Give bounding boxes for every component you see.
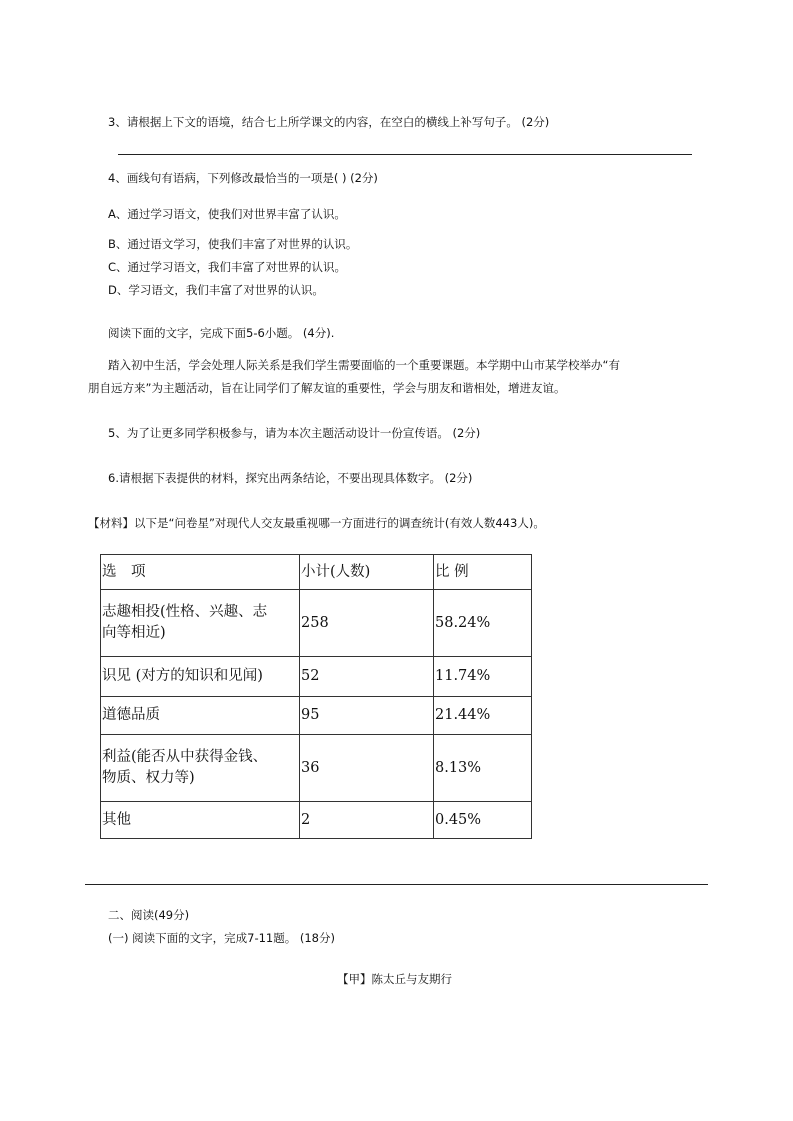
row-option: 利益(能否从中获得金钱、 物质、权力等) xyxy=(101,735,300,802)
option-c: C、通过学习语文，我们丰富了对世界的认识。 xyxy=(108,260,347,274)
header-count: 小计(人数) xyxy=(300,555,434,590)
material-caption: 【材料】以下是“问卷星”对现代人交友最重视哪一方面进行的调查统计(有效人数443人)。 xyxy=(88,516,545,530)
table-row xyxy=(101,657,532,697)
table-header-row xyxy=(101,555,532,590)
table-row xyxy=(101,802,532,839)
row-ratio: 21.44% xyxy=(434,697,532,735)
passage-line-1: 踏入初中生活，学会处理人际关系是我们学生需要面临的一个重要课题。本学期中山市某学校举办“有 xyxy=(108,358,620,372)
survey-table xyxy=(100,554,532,839)
row-count: 95 xyxy=(300,697,434,735)
option-b: B、通过语文学习，使我们丰富了对世界的认识。 xyxy=(108,237,358,251)
table-row xyxy=(101,697,532,735)
row-ratio: 58.24% xyxy=(434,590,532,657)
reading-intro: 阅读下面的文字，完成下面5-6小题。 (4分). xyxy=(108,326,335,340)
passage-line-2: 朋自远方来”为主题活动，旨在让同学们了解友谊的重要性，学会与朋友和谐相处，增进友谊。 xyxy=(88,381,566,395)
answer-blank-line xyxy=(118,154,692,155)
row-option: 志趣相投(性格、兴趣、志 向等相近) xyxy=(101,590,300,657)
row-option: 道德品质 xyxy=(101,697,300,735)
question-5: 5、为了让更多同学积极参与，请为本次主题活动设计一份宣传语。 (2分) xyxy=(108,426,481,440)
header-option: 选 项 xyxy=(101,555,300,590)
option-a: A、通过学习语文，使我们对世界丰富了认识。 xyxy=(108,207,346,221)
article-title: 【甲】陈太丘与友期行 xyxy=(337,972,452,986)
option-d: D、学习语文，我们丰富了对世界的认识。 xyxy=(108,283,324,297)
row-count: 52 xyxy=(300,657,434,697)
question-6: 6.请根据下表提供的材料，探究出两条结论，不要出现具体数字。 (2分) xyxy=(108,471,473,485)
question-4-stem: 4、画线句有语病，下列修改最恰当的一项是( ) (2分) xyxy=(108,171,378,185)
row-count: 2 xyxy=(300,802,434,839)
table-row xyxy=(101,590,532,657)
row-option: 其他 xyxy=(101,802,300,839)
question-3: 3、请根据上下文的语境，结合七上所学课文的内容，在空白的横线上补写句子。 (2分) xyxy=(108,115,550,129)
row-option: 识见 (对方的知识和见闻) xyxy=(101,657,300,697)
row-ratio: 0.45% xyxy=(434,802,532,839)
section-divider xyxy=(85,884,708,885)
row-count: 36 xyxy=(300,735,434,802)
row-ratio: 11.74% xyxy=(434,657,532,697)
section-2-heading: 二、阅读(49分) xyxy=(108,908,190,922)
row-ratio: 8.13% xyxy=(434,735,532,802)
subsection-1-heading: (一) 阅读下面的文字，完成7-11题。 (18分) xyxy=(108,931,335,945)
row-count: 258 xyxy=(300,590,434,657)
header-ratio: 比 例 xyxy=(434,555,532,590)
table-row xyxy=(101,735,532,802)
